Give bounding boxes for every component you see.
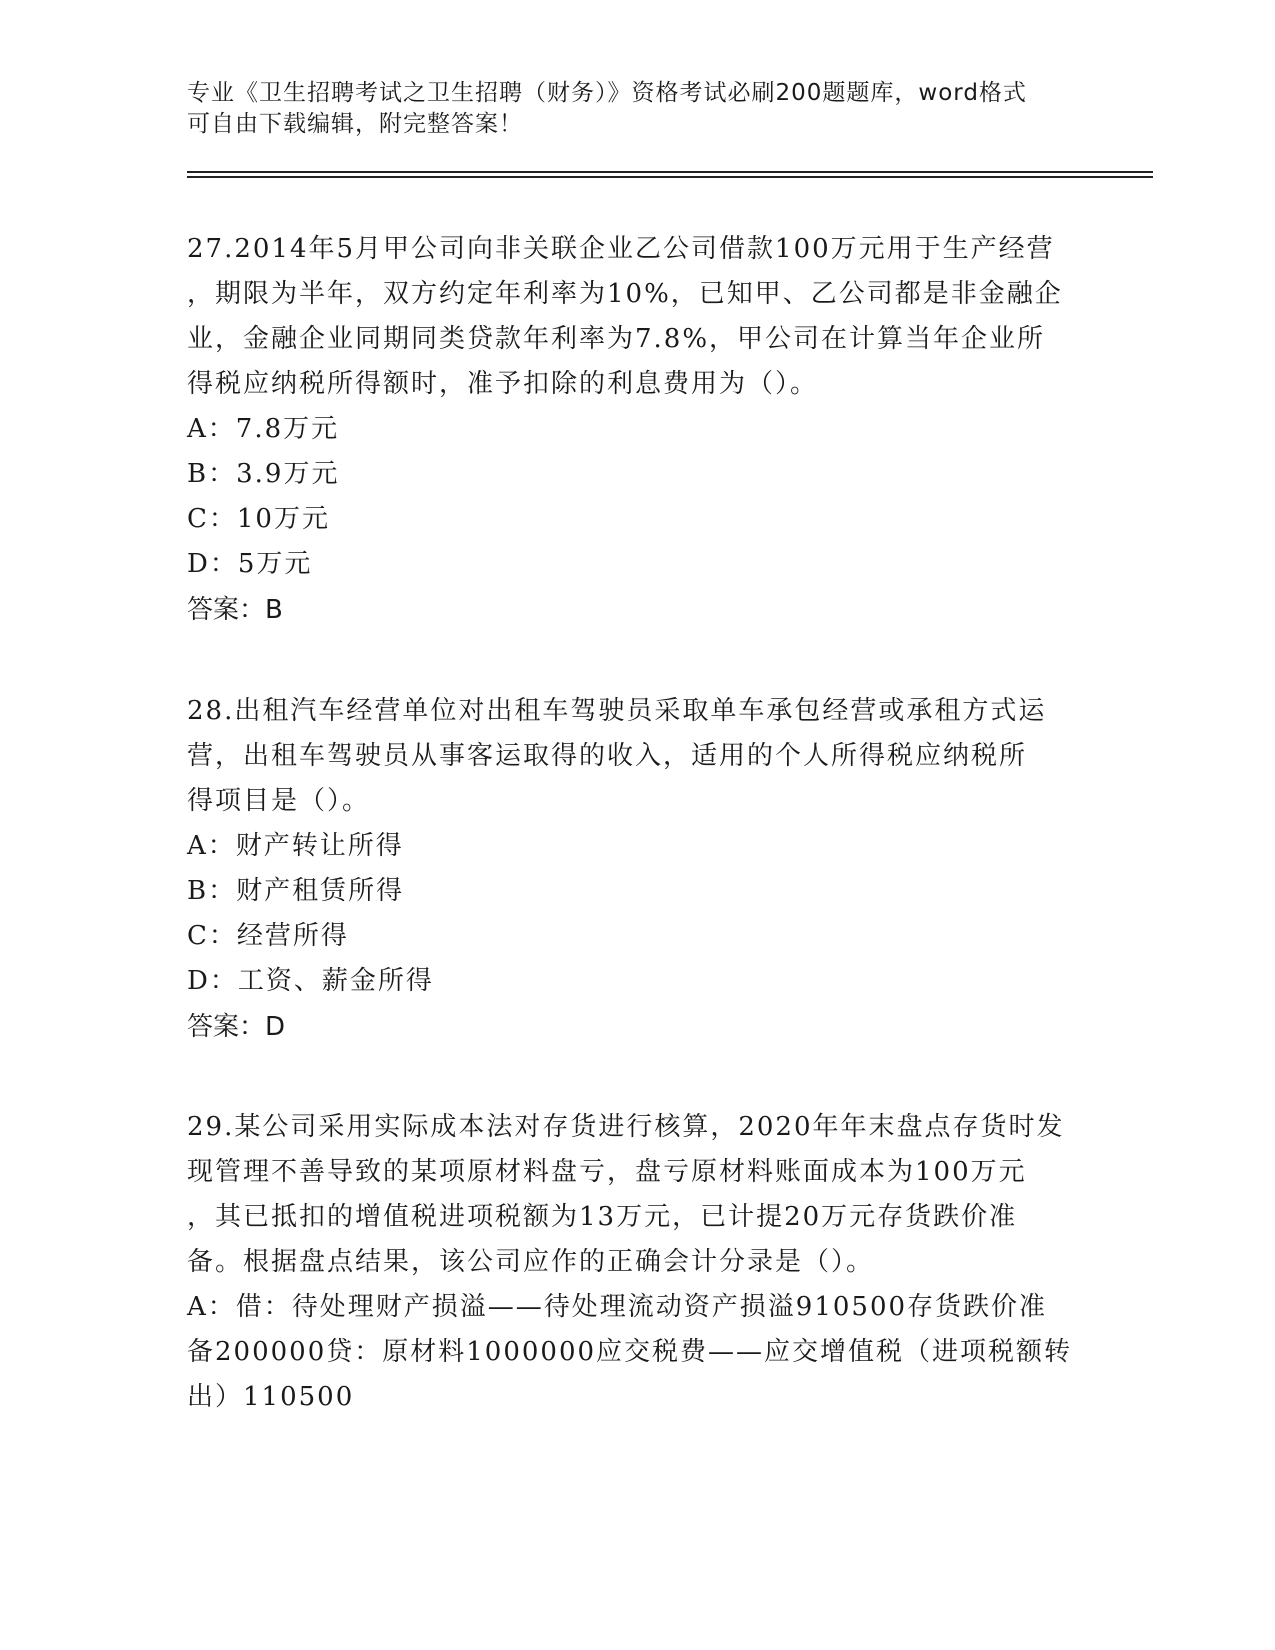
question-29-option-a-line-3: 出）110500 <box>187 1382 355 1412</box>
question-27-option-d: D：5万元 <box>187 549 313 579</box>
question-28-option-a: A：财产转让所得 <box>187 831 404 861</box>
question-27-stem-line-4: 得税应纳税所得额时，准予扣除的利息费用为（）。 <box>187 369 819 399</box>
question-27-stem-line-3: 业，金融企业同期同类贷款年利率为7.8%，甲公司在计算当年企业所 <box>187 324 1046 354</box>
header-rule-top <box>187 171 1153 173</box>
question-28-stem-line-1: 28.出租汽车经营单位对出租车驾驶员采取单车承包经营或承租方式运 <box>187 696 1047 726</box>
question-27-option-c: C：10万元 <box>187 504 330 534</box>
question-28-option-c: C：经营所得 <box>187 921 349 951</box>
question-28-stem-line-2: 营，出租车驾驶员从事客运取得的收入，适用的个人所得税应纳税所 <box>187 741 1028 771</box>
header-line-1: 专业《卫生招聘考试之卫生招聘（财务）》资格考试必刷200题题库，word格式 <box>187 80 1027 106</box>
question-27-answer: 答案：B <box>187 595 283 625</box>
question-28-option-d: D：工资、薪金所得 <box>187 966 434 996</box>
question-29-stem-line-3: ，其已抵扣的增值税进项税额为13万元，已计提20万元存货跌价准 <box>187 1202 1018 1232</box>
question-28-option-b: B：财产租赁所得 <box>187 876 405 906</box>
question-28-answer: 答案：D <box>187 1012 286 1042</box>
question-27-option-b: B：3.9万元 <box>187 459 340 489</box>
question-27-option-a: A：7.8万元 <box>187 414 340 444</box>
question-29-stem-line-4: 备。根据盘点结果，该公司应作的正确会计分录是（）。 <box>187 1247 875 1277</box>
question-28-stem-line-3: 得项目是（）。 <box>187 786 371 816</box>
question-27-stem-line-1: 27.2014年5月甲公司向非关联企业乙公司借款100万元用于生产经营 <box>187 234 1055 264</box>
question-29-stem-line-2: 现管理不善导致的某项原材料盘亏，盘亏原材料账面成本为100万元 <box>187 1157 1027 1187</box>
question-29-option-a-line-1: A：借：待处理财产损溢——待处理流动资产损溢910500存货跌价准 <box>187 1292 1048 1322</box>
header-rule-bottom <box>187 176 1153 178</box>
question-27-stem-line-2: ，期限为半年，双方约定年利率为10%，已知甲、乙公司都是非金融企 <box>187 279 1063 309</box>
question-29-stem-line-1: 29.某公司采用实际成本法对存货进行核算，2020年年末盘点存货时发 <box>187 1112 1065 1142</box>
header-line-2: 可自由下载编辑，附完整答案！ <box>187 111 523 137</box>
question-29-option-a-line-2: 备200000贷：原材料1000000应交税费——应交增值税（进项税额转 <box>187 1337 1073 1367</box>
